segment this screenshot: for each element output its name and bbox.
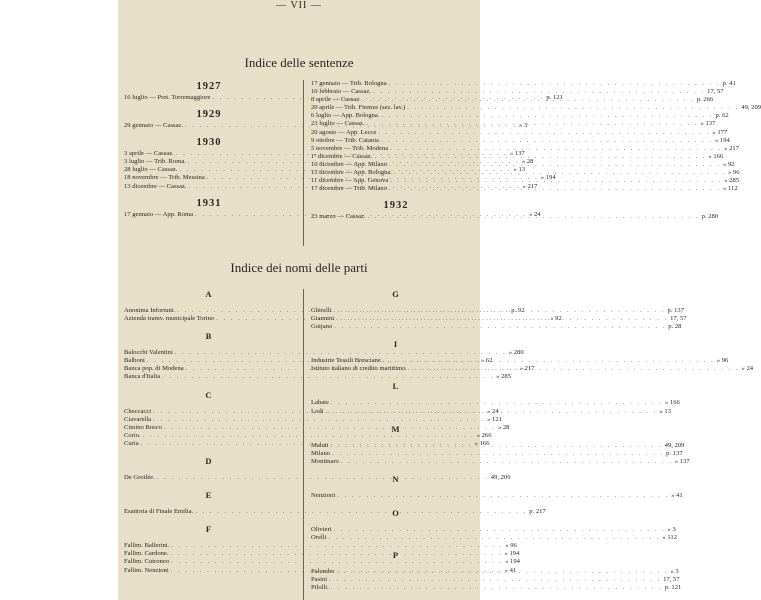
entry-text: Orelli <box>311 534 327 542</box>
page-reference: 49, 209 <box>664 441 685 449</box>
page-reference: » 24 <box>487 407 499 415</box>
page-reference: » 285 <box>724 177 740 185</box>
page-reference: » 92 <box>550 315 562 323</box>
page-reference: » 194 <box>504 550 520 558</box>
entry-text: Cimino Bosco <box>124 423 162 431</box>
page-reference: p. 121 <box>546 94 563 101</box>
index-entry <box>311 88 724 96</box>
page-reference: » 96 <box>505 542 517 550</box>
page-reference: 49, 209 <box>490 474 511 482</box>
dot-leader <box>373 88 705 96</box>
dot-leader <box>331 584 663 592</box>
entry-text: Balocchi Valentini <box>124 349 173 357</box>
page-reference: » 41 <box>504 566 517 574</box>
page-reference: » 285 <box>496 373 512 381</box>
entry-text: Giannini <box>311 315 335 323</box>
index-entry <box>311 584 682 592</box>
page-reference: » 166 <box>474 439 490 447</box>
page-reference: » 24 <box>529 210 541 218</box>
page-reference: » 137 <box>674 457 690 465</box>
entry-text: Curia <box>124 439 139 447</box>
page-reference: » 217 <box>522 182 538 190</box>
page-reference: » 41 <box>671 491 683 499</box>
year-heading: 1932 <box>383 200 409 212</box>
index-entry <box>311 457 690 466</box>
entry-text: 1º dicembre — Cassaz. <box>311 152 373 160</box>
page-reference: p. 137 <box>666 449 683 457</box>
entry-text: 17 gennaio — App. Roma <box>124 210 194 218</box>
entry-text: 13 dicembre — Cassaz. <box>124 182 187 190</box>
dot-leader <box>336 568 668 576</box>
page-reference: p. 280 <box>701 213 719 221</box>
page-reference: » 62 <box>480 357 493 365</box>
dot-leader <box>390 145 722 153</box>
page-reference: » 28 <box>521 158 534 166</box>
entry-text: 16 luglio — Pret. Torremaggiore <box>124 94 211 101</box>
entry-text: 10 dicembre — App. Milano <box>311 160 387 168</box>
page-reference: » 280 <box>508 349 524 357</box>
dot-leader <box>394 169 726 177</box>
page-reference: p. 62 <box>715 112 729 120</box>
letter-heading: O <box>392 508 400 519</box>
entry-text: Fallim. Nenzioni <box>124 566 169 574</box>
index-entry <box>311 80 736 88</box>
index-entry <box>311 104 761 112</box>
book-page <box>118 0 761 600</box>
letter-heading: C <box>205 389 213 400</box>
index-entry <box>124 431 492 440</box>
entry-text: 17 dicembre — Trib. Milano <box>311 185 388 193</box>
page-reference: » 3 <box>670 568 679 576</box>
index-entry <box>124 423 510 432</box>
dot-leader <box>366 120 698 128</box>
entry-text: 17 gennaio — Trib. Bologna <box>311 80 387 87</box>
dot-leader <box>378 129 710 137</box>
entry-text: 10 febbraio — Cassaz. <box>311 88 372 96</box>
entry-text: Ghirelli <box>311 307 332 314</box>
page-reference: p. 137 <box>667 307 685 314</box>
page-reference: » 3 <box>518 122 528 130</box>
entry-text: 15 dicembre — App. Bologna. <box>311 169 392 177</box>
entry-text: 3 luglio — Trib. Roma. <box>124 158 186 166</box>
page-reference: p. 217 <box>529 508 546 516</box>
index-entry <box>311 491 683 500</box>
index-entry <box>124 550 520 558</box>
entry-text: 28 luglio — Cassaz. <box>124 166 178 174</box>
entry-text: Montinaro <box>311 457 339 465</box>
index-entry <box>311 112 729 120</box>
index-entry <box>124 373 512 381</box>
entry-text: 23 luglio — Cassaz. <box>311 120 365 128</box>
parties-title: Indice dei nomi delle parti <box>230 260 368 275</box>
page-reference: » 137 <box>509 150 525 158</box>
page-reference: 17, 57 <box>663 576 680 584</box>
index-entry <box>311 144 739 153</box>
entry-text: Ciavarella <box>124 415 152 423</box>
entry-text: 9 ottobre — Trib. Catania <box>311 136 379 144</box>
year-heading: 1931 <box>196 197 222 209</box>
index-entry <box>311 534 677 542</box>
entry-text: Checcacci <box>124 407 152 415</box>
entry-text: Milano <box>311 449 331 457</box>
entry-text: Istituto italiano di credito marittimo <box>311 365 406 373</box>
page-reference: p. 121 <box>664 584 682 592</box>
entry-text: Banca pop. di Modena <box>124 365 184 373</box>
letter-heading: P <box>392 550 400 561</box>
dot-leader <box>389 161 721 169</box>
sentences-title: Indice delle sentenze <box>244 55 354 70</box>
page-reference: » 28 <box>497 423 510 431</box>
dot-leader <box>389 182 721 193</box>
entry-text: Corio. <box>124 431 141 439</box>
dot-leader <box>328 534 660 542</box>
page-reference: p. 28 <box>668 323 682 331</box>
dot-leader <box>334 323 666 331</box>
index-entry <box>311 323 682 331</box>
letter-heading: I <box>393 339 399 350</box>
page-number: — VII — <box>276 0 322 11</box>
entry-text: Pasini <box>311 576 328 584</box>
dot-leader <box>389 80 721 88</box>
entry-text: Fallim. Cardone. <box>124 550 169 558</box>
page-reference: » 121 <box>487 415 502 423</box>
dot-leader <box>368 210 700 221</box>
index-entry <box>311 526 676 534</box>
entry-text: 8 aprile — Cassaz. <box>311 96 361 104</box>
letter-heading: F <box>205 524 213 535</box>
index-entry <box>124 542 517 550</box>
dot-leader <box>374 153 706 161</box>
entry-text: Anonima Infortuni. <box>124 307 176 314</box>
page-reference: » 194 <box>505 558 520 566</box>
page-reference: » 194 <box>540 174 556 182</box>
page-reference: » 13 <box>659 407 672 415</box>
letter-heading: B <box>205 331 213 342</box>
dot-leader <box>329 576 661 584</box>
entry-text: De Groilée. <box>124 474 155 482</box>
page-reference: » 3 <box>667 526 676 534</box>
index-entry <box>124 474 511 482</box>
page-reference: » 217 <box>724 144 739 152</box>
page-reference: » 112 <box>723 185 738 193</box>
page-reference: » 137 <box>700 120 716 128</box>
entry-text: 20 aprile — Trib. Firenze (sez. lav.) <box>311 104 406 112</box>
dot-leader <box>408 365 740 373</box>
entry-text: Guijano <box>311 323 333 331</box>
page-reference: » 166 <box>708 152 724 160</box>
page-reference: » 194 <box>714 136 730 144</box>
entry-text: Palumbo <box>311 568 335 576</box>
dot-leader <box>325 408 657 416</box>
index-entry <box>124 349 524 357</box>
dot-leader <box>334 526 666 534</box>
entry-text: 6 luglio — App. Bologna. <box>311 112 380 120</box>
index-entry <box>311 576 680 584</box>
page-reference: 17, 57 <box>707 88 724 96</box>
entry-text: Fallim. Ballerini. <box>124 542 170 550</box>
page-reference: p. 266 <box>696 96 714 104</box>
dot-leader <box>332 450 664 458</box>
dot-leader <box>331 439 663 450</box>
index-entry <box>311 120 716 128</box>
dot-leader <box>337 492 669 500</box>
entry-text: Industrie Tessili Bresciane <box>311 357 381 365</box>
index-entry <box>124 415 502 424</box>
entry-text: 3 aprile — Cassaz. <box>124 150 174 158</box>
dot-leader <box>334 307 666 315</box>
page-reference: » 92 <box>723 160 735 168</box>
letter-heading: M <box>391 423 401 434</box>
entry-text: 20 agosto — App. Lecce <box>311 128 377 136</box>
entry-text: Balboni <box>124 357 145 365</box>
entry-text: Maluti <box>311 441 329 449</box>
entry-text: Lodi <box>311 407 324 415</box>
page-reference: » 266 <box>476 431 492 439</box>
letter-heading: D <box>205 456 213 467</box>
dot-leader <box>382 112 714 120</box>
page-reference: 49, 209 <box>741 104 761 112</box>
page-reference: » 217 <box>519 365 535 373</box>
entry-text: Pilolli. <box>311 584 329 592</box>
column-divider <box>303 80 304 246</box>
entry-text: 11 dicembre — App. Genova <box>311 177 389 185</box>
page-reference: p. 92 <box>511 307 525 314</box>
dot-leader <box>331 399 663 407</box>
entry-text: 29 gennaio — Cassaz. <box>124 122 183 130</box>
index-entry <box>124 558 520 566</box>
page-reference: » 13 <box>513 166 526 174</box>
letter-heading: A <box>205 289 213 299</box>
dot-leader <box>390 177 722 185</box>
index-entry <box>311 128 728 137</box>
entry-text: 5 novembre — Trib. Modena <box>311 144 389 152</box>
index-entry <box>311 449 683 458</box>
dot-leader <box>341 458 673 466</box>
index-entry <box>311 399 680 407</box>
dot-leader <box>407 104 739 112</box>
page-reference: » 112 <box>662 534 677 542</box>
entry-text: Banca d'Italia <box>124 373 161 381</box>
sentences-index <box>124 80 761 250</box>
letter-heading: E <box>205 490 213 501</box>
entry-text: Azienda tramv. municipale Torino <box>124 315 215 323</box>
page-reference: » 166 <box>664 399 680 407</box>
entry-text: 23 marzo — Cassaz. <box>311 213 366 221</box>
dot-leader <box>381 137 713 145</box>
letter-heading: N <box>392 473 400 484</box>
entry-text: Fallim. Cutroneo <box>124 558 170 566</box>
letter-heading: G <box>392 289 400 299</box>
index-entry <box>124 508 546 516</box>
year-heading: 1927 <box>196 81 222 92</box>
entry-text: Nenzioni <box>311 491 336 499</box>
page-reference: 17, 57 <box>670 315 687 323</box>
letter-heading: L <box>392 381 400 392</box>
column-divider <box>303 289 304 600</box>
year-heading: 1929 <box>196 109 222 121</box>
page-reference: » 177 <box>712 128 728 136</box>
page-reference: » 24 <box>741 365 754 373</box>
page-reference: » 96 <box>716 357 729 365</box>
index-entry <box>311 136 730 145</box>
dot-leader <box>336 315 668 323</box>
entry-text: Olivieri <box>311 526 332 534</box>
entry-text: Esattoria di Finale Emilia. <box>124 508 194 516</box>
dot-leader <box>363 96 695 104</box>
year-heading: 1930 <box>196 137 222 149</box>
entry-text: 18 novembre — Trib. Messina <box>124 174 205 182</box>
page-reference: » 96 <box>727 169 740 177</box>
dot-leader <box>383 357 715 365</box>
entry-text: Labate <box>311 399 329 407</box>
page-reference: p. 41 <box>722 80 736 87</box>
parties-index <box>124 289 754 600</box>
